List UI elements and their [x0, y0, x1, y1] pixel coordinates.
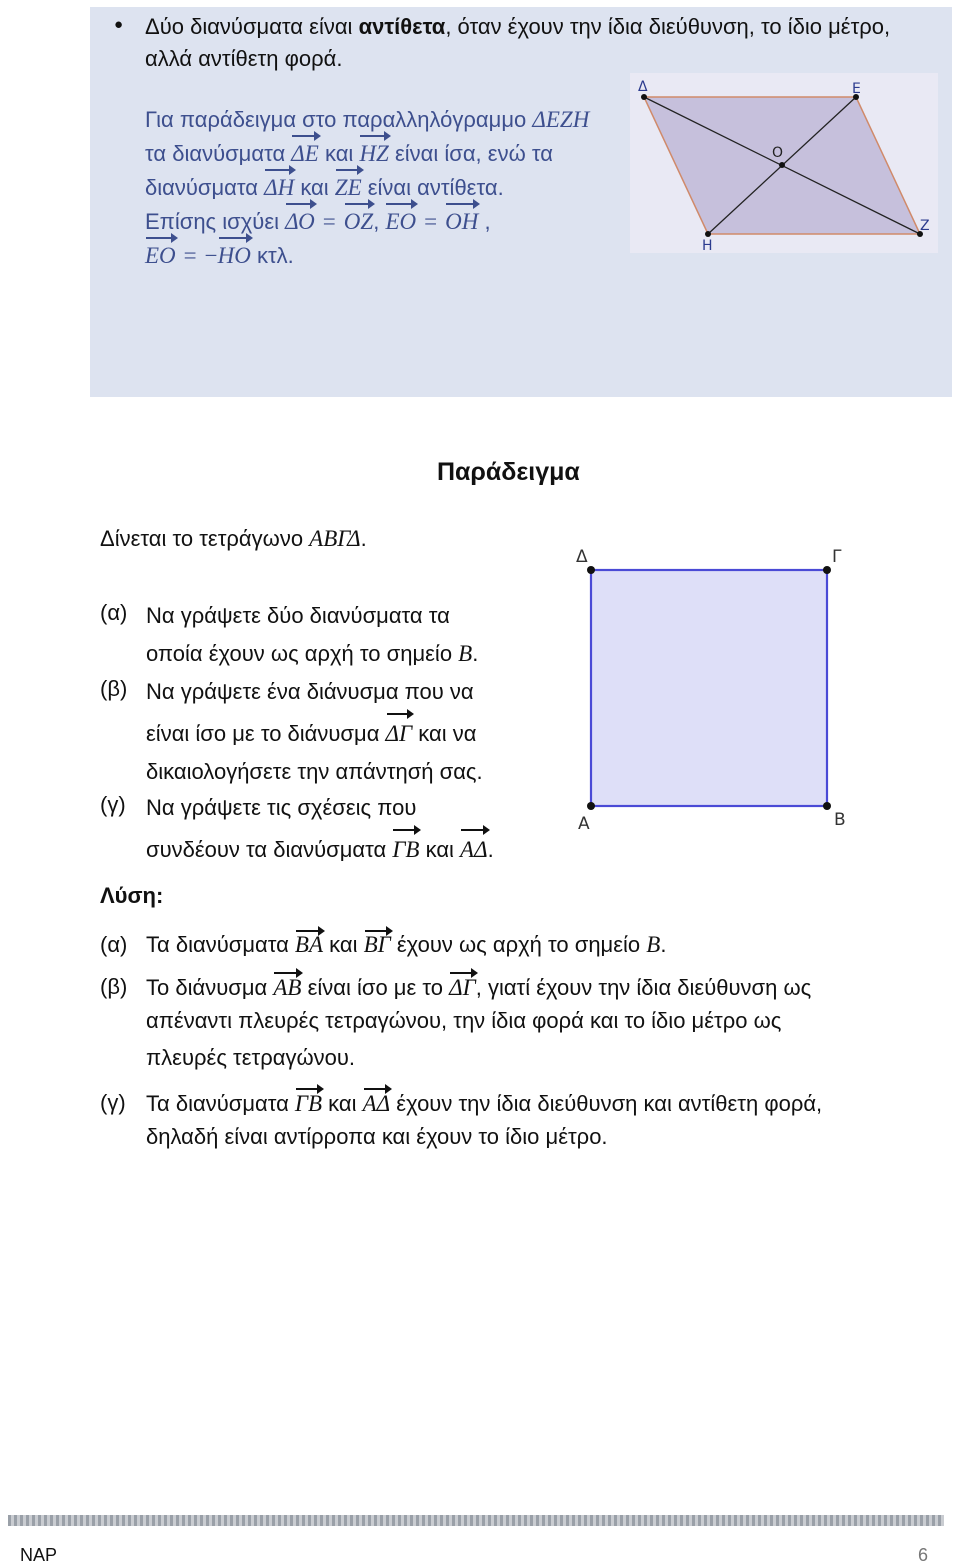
label-Gamma: Γ [832, 547, 842, 567]
example-title: Παράδειγμα [437, 458, 580, 486]
question-c-text: Να γράψετε τις σχέσεις που συνδέουν τα διανύσματα ΓΒ και ΑΔ. [146, 789, 566, 869]
solution-b-text: Το διάνυσμα ΑΒ είναι ίσο με το ΔΓ, γιατί έχουν την ίδια διεύθυνση ως απέναντι πλευρές τετραγώνου, την ίδια φορά και το ίδιο μέτρο ως πλευρές τετραγώνου. [146, 975, 812, 1070]
bullet-icon: ● [114, 16, 124, 33]
definition-bold-term: αντίθετα [358, 14, 446, 39]
label-A: Α [578, 814, 590, 834]
label-Delta: Δ [576, 547, 588, 567]
definition-text: Δύο διανύσματα είναι αντίθετα, όταν έχουν την ίδια διεύθυνση, το ίδιο μέτρο, αλλά αντίθετη φορά. [145, 14, 891, 71]
label-D: Δ [638, 79, 648, 95]
question-a-text: Να γράψετε δύο διανύσματα τα οποία έχουν ως αρχή το σημείο Β. [146, 603, 479, 666]
label-O: Ο [772, 145, 784, 161]
page-number: 6 [918, 1545, 929, 1565]
label-Z: Ζ [920, 218, 930, 234]
question-c-label: (γ) [100, 792, 126, 817]
solution-c-text: Τα διανύσματα ΓΒ και ΑΔ έχουν την ίδια διεύθυνση και αντίθετη φορά, δηλαδή είναι αντίρροπα και έχουν το ίδιο μέτρο. [146, 1091, 823, 1149]
given-statement: Δίνεται το τετράγωνο ΑΒΓΔ. [100, 526, 367, 551]
solution-a-label: (α) [100, 932, 128, 957]
footer-divider [8, 1515, 944, 1526]
label-H: Η [702, 238, 713, 253]
parallelogram-figure [630, 73, 938, 253]
label-E: Ε [852, 81, 861, 97]
solution-a-text: Τα διανύσματα ΒΑ και ΒΓ έχουν ως αρχή το σημείο Β. [146, 932, 667, 957]
footer-author: ΝΑΡ [20, 1545, 58, 1565]
square-figure [570, 540, 860, 840]
question-b-label: (β) [100, 676, 128, 701]
solution-c-label: (γ) [100, 1090, 126, 1115]
solution-title: Λύση: [100, 883, 164, 908]
solution-b-label: (β) [100, 974, 128, 999]
parallelogram-example-text: Για παράδειγμα στο παραλληλόγραμμο ΔΕΖΗ τα διανύσματα ΔΕ και ΗΖ είναι ίσα, ενώ τα διανύσματα ΔΗ και ΖΕ είναι αντίθετα. Επίσης ισχύει ΔΟ = ΟΖ, ΕΟ = ΟΗ , ΕΟ = −ΗΟ κτλ. [145, 103, 625, 273]
question-a-label: (α) [100, 600, 128, 625]
square-shape [591, 570, 827, 806]
label-B: Β [834, 810, 846, 830]
question-b-text: Να γράψετε ένα διάνυσμα που να είναι ίσο με το διάνυσμα ΔΓ και να δικαιολογήσετε την απάντησή σας. [146, 679, 483, 784]
